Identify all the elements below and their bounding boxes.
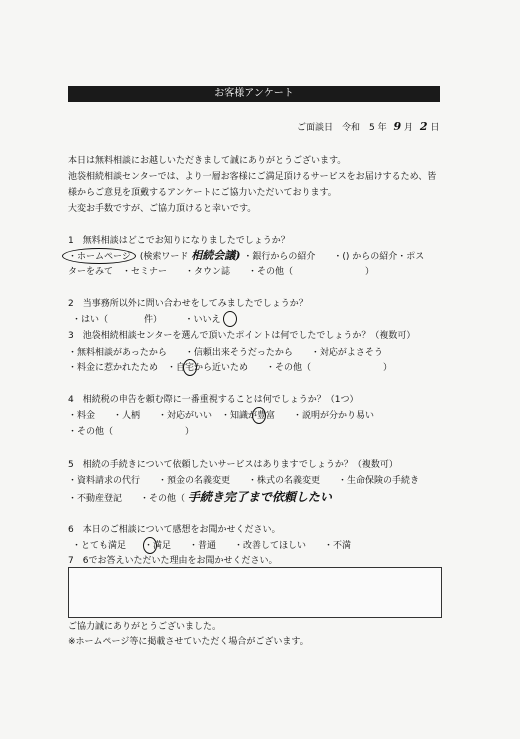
q2-options: ・はい（ 件） ・いいえ (72, 315, 221, 325)
q3-options-line1: ・無料相談があったから ・信頼出来そうだったから ・対応がよさそう (68, 348, 383, 358)
question-6: 6 本日のご相談について感想をお聞かせください。 (68, 525, 281, 535)
question-3: 3 池袋相続相談センターを選んで頂いたポイントは何でしたでしょうか？（複数可） (68, 331, 416, 341)
question-1: 1 無料相談はどこでお知りになりましたでしょうか？ (68, 236, 290, 246)
q5-option-other: ・不動産登記 ・その他（ (68, 494, 186, 504)
date-day: 2 (419, 120, 428, 133)
q5-handwritten-answer: 手続き完了まで依頼したい (187, 490, 332, 504)
date-month-label: 月 (404, 123, 414, 133)
intro-line: 様からご意見を頂戴するアンケートにご協力いただいております。 (68, 188, 337, 198)
closing-thanks: ご協力誠にありがとうございました。 (68, 622, 222, 632)
q4-options-line2: ・その他（ ） (68, 427, 195, 437)
selection-circle (143, 537, 157, 554)
intro-line: 本日は無料相談にお越しいただきまして誠にありがとうございます。 (68, 156, 347, 166)
question-2: 2 当事務所以外に問い合わせをしてみましたでしょうか？ (68, 299, 308, 309)
closing-note: ※ホームページ等に掲載させていただく場合がございます。 (68, 637, 309, 647)
q1-handwritten-keyword: 相続会議) (191, 249, 241, 262)
q1-option-homepage: ・ホームページ (検索ワード (68, 252, 189, 262)
q1-option-rest: ・銀行からの紹介 ・() からの紹介・ポス (243, 252, 425, 262)
intro-line: 大変お手数ですが、ご協力頂けると幸いです。 (68, 204, 257, 214)
date-month: 9 (393, 120, 402, 133)
survey-title: お客様アンケート (68, 86, 440, 102)
selection-circle (183, 359, 197, 376)
question-4: 4 相続税の申告を頼む際に一番重視することは何でしょうか？（1つ） (68, 395, 359, 405)
q4-options-line1: ・料金 ・人柄 ・対応がいい ・知識が豊富 ・説明が分かり易い (68, 411, 375, 421)
date-day-label: 日 (430, 123, 440, 133)
q6-options: ・とても満足 ・満足 ・普通 ・改善してほしい ・不満 (72, 541, 352, 551)
q1-options-line2: ターをみて ・セミナー ・タウン誌 ・その他（ ） (68, 267, 375, 277)
date-prefix: ご面談日 令和 5 年 (297, 123, 387, 133)
date-line (297, 121, 439, 134)
selection-circle (223, 311, 237, 327)
selection-circle (62, 248, 136, 264)
q7-answer-box[interactable] (68, 567, 442, 618)
question-5: 5 相続の手続きについて依頼したいサービスはありますでしょうか？（複数可） (68, 460, 398, 470)
selection-circle (252, 407, 266, 424)
q5-options-line1: ・資料請求の代行 ・預金の名義変更 ・株式の名義変更 ・生命保険の手続き (68, 476, 420, 486)
q5-options-line2 (68, 491, 332, 505)
question-7: 7 6でお答えいただいた理由をお聞かせください。 (68, 556, 278, 566)
q3-options-line2: ・料金に惹かれたため ・自宅から近いため ・その他（ ） (68, 363, 393, 373)
intro-line: 池袋相続相談センターでは、より一層お客様にご満足頂けるサービスをお届けするため、皆 (68, 172, 437, 182)
